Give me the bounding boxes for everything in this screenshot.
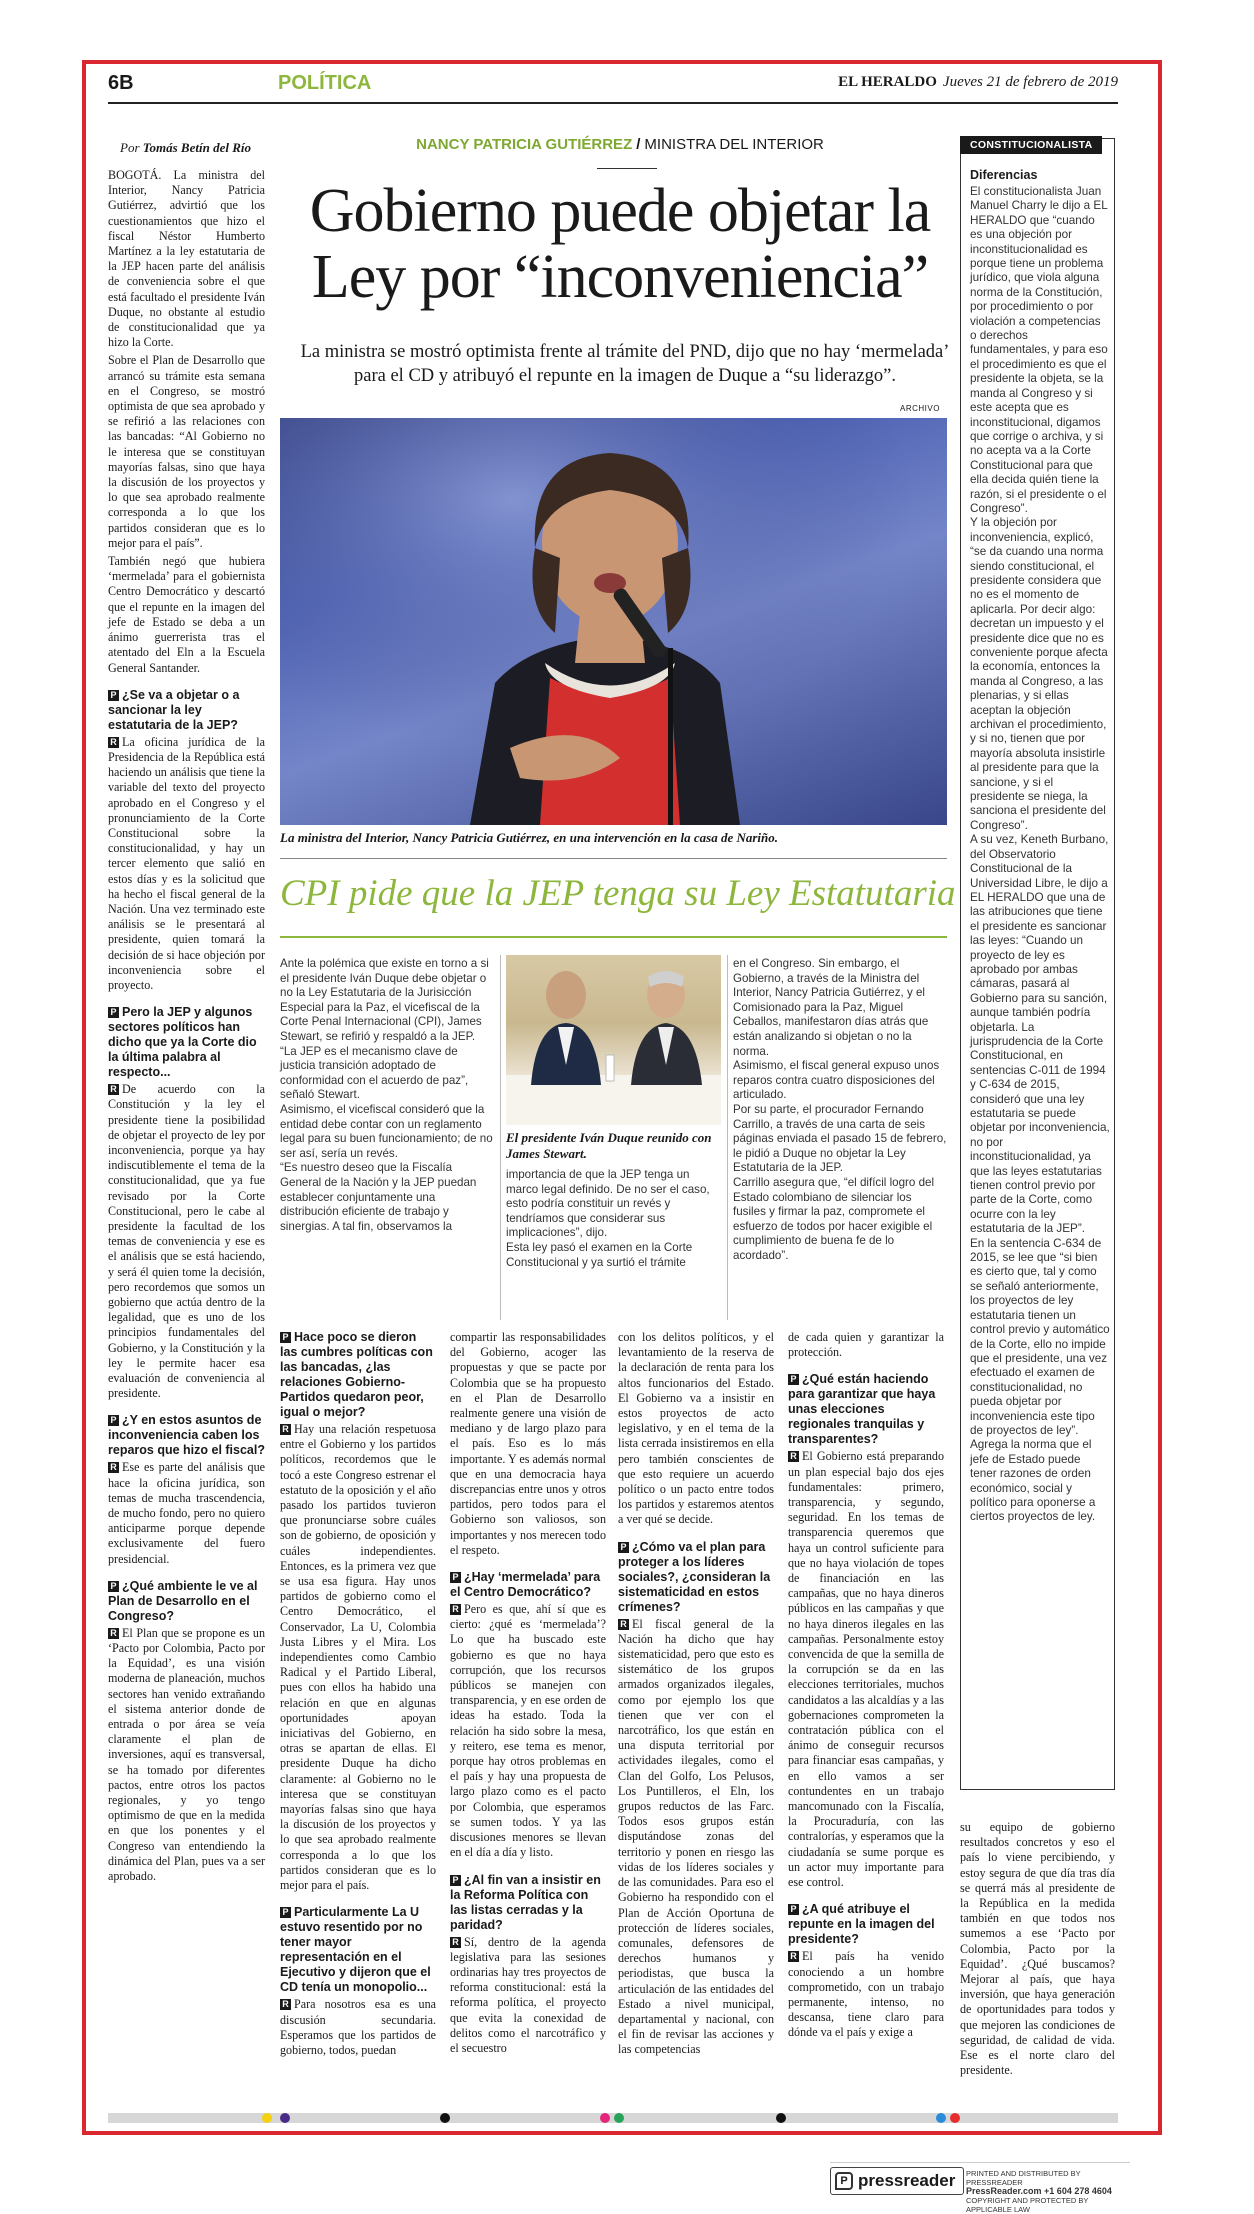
kicker: NANCY PATRICIA GUTIÉRREZ / MINISTRA DEL INTERIOR (416, 136, 824, 153)
question: P ¿Y en estos asuntos de inconveniencia caben los reparos que hizo el fiscal? (108, 1413, 265, 1458)
answer-marker: R (788, 1951, 799, 1962)
question-marker: P (450, 1875, 461, 1886)
question-marker: P (788, 1374, 799, 1385)
article-column-5 (788, 1330, 944, 2108)
paragraph: su equipo de gobierno resultados concretos y eso el país lo viene percibiendo, y estoy segura de que día tras día se querrá más al presidente de la República en la medida también en que todos nos sumemos a ese ‘Pacto por Colombia, Pacto por la Equidad’. ¿Qué buscamos? Mejorar al país, que haya inversión, que haya generación de oportunidades para todos y que mejoren las condiciones de seguridad, de calidad de vida. Ese es el norte claro del presidente. (960, 1820, 1115, 2078)
headline: Gobierno puede objetar la Ley por “inconveniencia” (309, 177, 931, 311)
paragraph: con los delitos políticos, y el levantamiento de la reserva de la declaración de renta para los altos funcionarios del Estado. El Gobierno va a insistir en estos proyectos de acto legislativo, y en el tema de la lista cerrada insistiremos en ella pero también conscientes de que esto requiere un acuerdo político o un pacto entre todos los partidos y estaremos atentos a ver qué se decide. (618, 1330, 774, 1527)
kicker-name: NANCY PATRICIA GUTIÉRREZ (416, 136, 633, 153)
question: P Hace poco se dieron las cumbres políticas con las bancadas, ¿las relaciones Gobierno-Partidos quedaron peor, igual o mejor? (280, 1330, 433, 1419)
issue-date: Jueves 21 de febrero de 2019 (942, 74, 1118, 90)
registration-dot (614, 2113, 624, 2123)
section-label: POLÍTICA (278, 72, 372, 94)
article-column-3 (450, 1330, 606, 2108)
answer-marker: R (450, 1937, 461, 1948)
question: P Particularmente La U estuvo resentido por no tener mayor representación en el Ejecutivo y dijeron que el CD tenía un monopolio... (280, 1905, 431, 1995)
registration-dot (600, 2113, 610, 2123)
photo-caption: La ministra del Interior, Nancy Patricia Gutiérrez, en una intervención en la casa de Nariño. (280, 830, 778, 845)
kicker-rule (597, 168, 657, 169)
registration-dot (262, 2113, 272, 2123)
question: P ¿Qué están haciendo para garantizar que haya unas elecciones regionales tranquilas y transparentes? (788, 1372, 936, 1447)
cpi-col-c: en el Congreso. Sin embargo, el Gobierno, a través de la Ministra del Interior, Nancy Patricia Gutiérrez, y el Comisionado para la Paz, Miguel Ceballos, manifestaron días atrás que están analizando si objetan o no la norma. Asimismo, el fiscal general expuso unos reparos contra cuatro disposiciones del articulado. Por su parte, el procurador Fernando Carrillo, a través de una carta de seis páginas enviada el pasado 15 de febrero, le pidió a Duque no objetar la Ley Estatutaria de la JEP. Carrillo asegura que, “el difícil logro del Estado colombiano de silenciar los fusiles y firmar la paz, compromete el esfuerzo de todos por hacer exigible el cumplimiento de buena fe de lo acordado”. (733, 957, 947, 1262)
meeting-illustration (506, 955, 721, 1125)
question: P ¿Al fin van a insistir en la Reforma Política con las listas cerradas y la paridad? (450, 1872, 601, 1932)
cpi-column-rule (727, 955, 728, 1320)
answer: R Sí, dentro de la agenda legislativa para las sesiones ordinarias hay tres proyectos de reforma constitucional: está la reforma política, el proyecto que evita la conexidad de delitos como el narcotráfico y el secuestro (450, 1934, 606, 2055)
paragraph: También negó que hubiera ‘mermelada’ para el gobiernista Centro Democrático y descartó que el repunte en la imagen del jefe de Estado se deba a un ánimo guerrerista tras el atentado del Eln a la Escuela General Santander. (108, 554, 265, 675)
page-header (108, 72, 1118, 98)
question: P ¿Hay ‘mermelada’ para el Centro Democrático? (450, 1570, 601, 1600)
answer: R El Plan que se propone es un ‘Pacto por Colombia, Pacto por la Equidad’, es una visión moderna de planeación, muchos sectores han venido extrañando el sistema anterior donde de entrada o por área se veía claramente el plan de inversiones, aquí es transversal, se ha tomado por diferentes pactos, entre otros los pactos regionales, y yo tengo optimismo de que en la medida en que los ponentes y el Congreso van entendiendo la dinámica del Plan, pues va a ser aprobado. (108, 1625, 265, 1884)
sidebar-tag: CONSTITUCIONALISTA (960, 136, 1102, 154)
cpi-col-a: Ante la polémica que existe en torno a si el presidente Iván Duque debe objetar o no la Ley Estatutaria de la Jurisicción Especial para la Paz, el vicefiscal de la Corte Penal Internacional (CPI), James Stewart, se refirió y respaldó a la JEP. “La JEP es el mecanismo clave de justicia transición adoptado de conformidad con el acuerdo de paz”, señaló Stewart. Asimismo, el vicefiscal consideró que la entidad debe contar con un reglamento legal para su buen funcionamiento; de no ser así, sería un revés. “Es nuestro deseo que la Fiscalía General de la Nación y la JEP puedan establecer conjuntamente una distribución eficiente de trabajo y sinergias. A tal fin, observamos la (280, 957, 493, 1233)
question-marker: P (108, 690, 119, 701)
cpi-column-rule (500, 955, 501, 1320)
question-marker: P (618, 1542, 629, 1553)
question: P ¿Cómo va el plan para proteger a los líderes sociales?, ¿consideran la sistematicidad en estos crímenes? (618, 1539, 771, 1614)
paragraph: Sobre el Plan de Desarrollo que arrancó su trámite esta semana en el Congreso, se mostró optimista de que sea aprobado y se refirió a las relaciones con las bancadas: “Al Gobierno no le interesa que se constituyan mayorías falsas, sino que haya la discusión de los proyectos y lo que sea aprobado realmente corresponda a lo que los partidos consideran que es lo mejor para el país”. (108, 353, 265, 550)
paragraph: BOGOTÁ. La ministra del Interior, Nancy Patricia Gutiérrez, advirtió que los cuestionamientos que hizo el fiscal Néstor Humberto Martínez a la ley estatutaria de la JEP hacen parte del análisis de conveniencia sobre el que está facultado el presidente Iván Duque, no obstante al estudio de constitucionalidad que ya hizo la Corte. (108, 168, 265, 350)
question: P Pero la JEP y algunos sectores políticos han dicho que ya la Corte dio la última palabra al respecto... (108, 1005, 257, 1080)
answer-marker: R (108, 1462, 119, 1473)
article-column-4 (618, 1330, 774, 2108)
subhead: La ministra se mostró optimista frente al trámite del PND, dijo que no hay ‘mermelada’ para el CD y atribuyó el repunte en la imagen de Duque a “su liderazgo”. (300, 342, 950, 386)
answer: R La oficina jurídica de la Presidencia de la República está haciendo un análisis que tiene la variable del texto del proyecto aprobado en el Congreso y el pronunciamiento de la Corte Constitucional sobre la constitucionalidad, y hay un tercer elemento que salió en estos días y es la solicitud que ha hecho el fiscal general de la Nación. Una vez terminado este análisis se le presentará al presidente, quien tomará la decisión de si hace objeción por inconveniencia sobre el proyecto. (108, 734, 265, 992)
pressreader-footer (830, 2162, 1130, 2214)
cpi-photo-caption: El presidente Iván Duque reunido con James Stewart. (506, 1130, 712, 1161)
minister-illustration (280, 418, 947, 825)
answer: R Pero es que, ahí sí que es cierto: ¿qué es ‘mermelada’? Lo que ha buscado este gobierno es que no haya corrupción, que los recursos públicos se manejen con transparencia, y en ese orden de ideas ha estado. Toda la relación ha sido sobre la mesa, y reitero, ese tema es menor, porque hay otros problemas en el país y hay una propuesta de largo plazo como es el pacto por Colombia, que esperamos se sumen todos. Y ya las discusiones menores se llevan en el día a día y listo. (450, 1602, 606, 1860)
registration-dot (776, 2113, 786, 2123)
question-marker: P (280, 1907, 291, 1918)
answer-marker: R (618, 1619, 629, 1630)
photo-credit: ARCHIVO (900, 404, 940, 413)
answer: R El Gobierno está preparando un plan especial bajo dos ejes fundamentales: primero, transparencia, y segundo, seguridad. En los temas de transparencia queremos que haya un control suficiente para que no haya violación de topes de financiación en las campañas, que no haya dineros públicos en las campañas y que no haya dineros ilegales en las campañas. Personalmente estoy convencida de que la semilla de la corrupción se da en las elecciones territoriales, muchos candidatos a las alcaldías y a las gobernaciones comprometen la contratación pública con el ánimo de conseguir recursos para financiar esas campañas, y en ello vamos a ser contundentes en un trabajo mancomunado con la Fiscalía, la Procuraduría, con las contralorías, y esperamos que la ciudadanía se sume porque es un actor muy importante para ese control. (788, 1449, 944, 1890)
cpi-col-b: importancia de que la JEP tenga un marco legal definido. De no ser el caso, esto podría constituir un revés y tendríamos que considerar sus implicaciones”, dijo. Esta ley pasó el examen en la Corte Constitucional y ya surtió el trámite (506, 1168, 710, 1269)
answer: R De acuerdo con la Constitución y la ley el presidente tiene la posibilidad de objetar el proyecto de ley por inconveniencia, porque ya hay indiscutiblemente el tema de la constitucionalidad, que ya fue revisado por la Corte Constitucional, pero le cabe al presidente la facultad de los temas de conveniencia y ese es el análisis que se está haciendo, y será él quien tome la decisión, pero recordemos que somos un gobierno que actúa dentro de la legalidad, que es uno de los principios fundamentales del Gobierno, y la Constitución y la ley le permite hacer esa evaluación de conveniencia al presidente. (108, 1082, 265, 1401)
question-marker: P (450, 1572, 461, 1583)
article-column-1 (108, 168, 265, 2106)
byline: Por Tomás Betín del Río (120, 140, 251, 155)
question-marker: P (108, 1581, 119, 1592)
byline-author: Tomás Betín del Río (142, 140, 251, 155)
question-marker: P (788, 1904, 799, 1915)
question-marker: P (280, 1332, 291, 1343)
article-column-2 (280, 1318, 436, 2108)
question-marker: P (108, 1007, 119, 1018)
answer-marker: R (280, 1999, 291, 2010)
cpi-photo (506, 955, 721, 1125)
caption-rule (280, 858, 947, 859)
answer: R El país ha venido conociendo a un hombre comprometido, con un trabajo permanente, intenso, no descansa, tiene claro para dónde va el país y exige a (788, 1949, 944, 2040)
color-registration-bar (108, 2113, 1118, 2123)
cpi-title: CPI pide que la JEP tenga su Ley Estatutaria (280, 873, 956, 914)
answer-marker: R (788, 1451, 799, 1462)
article-column-6 (960, 1820, 1115, 2108)
paragraph: de cada quien y garantizar la protección. (788, 1330, 944, 1360)
page-number: 6B (108, 72, 134, 94)
answer: R Hay una relación respetuosa entre el Gobierno y los partidos políticos, recordemos que le tocó a este Congreso estrenar el estatuto de la oposición y el año pasado los partidos tuvieron que pronunciarse sobre cuáles son de gobierno, de oposición y cuáles independientes. Entonces, es la primera vez que se usa esa figura. Hay unos partidos de gobierno como el Centro Democrático, el Conservador, La U, Colombia Justa Libres y el Mira. Los independientes como Cambio Radical y el Partido Liberal, pues con ellos ha habido una relación en que en algunas oportunidades apoyan iniciativas del Gobierno, en otras se apartan de ellas. El presidente Duque ha dicho claramente: al Gobierno no le interesa que se constituyan mayorías falsas sino que haya la discusión de los proyectos y lo que sea aprobado realmente corresponda a lo que los partidos consideran que es lo mejor para el país. (280, 1422, 436, 1893)
question: P ¿Qué ambiente le ve al Plan de Desarrollo en el Congreso? (108, 1578, 258, 1623)
pressreader-icon: P (835, 2172, 853, 2190)
answer-marker: R (280, 1424, 291, 1435)
newspaper-name: EL HERALDO (838, 74, 937, 90)
paragraph: compartir las responsabilidades del Gobierno, acoger las propuestas y que se pacte por Colombia que se ha propuesto en el Plan de Desarrollo realmente genere una visión de mediano y de largo plazo para el país. Eso es lo más importante. Y es además normal que en una democracia haya discrepancias entre unos y otros partidos, pero todos para el Gobierno son valiosos, son importantes y nos merecen todo el respeto. (450, 1330, 606, 1557)
answer: R Para nosotros esa es una discusión secundaria. Esperamos que los partidos de gobierno, todos, puedan (280, 1997, 436, 2057)
cpi-rule (280, 936, 947, 938)
question: P ¿Se va a objetar o a sancionar la ley estatutaria de la JEP? (108, 687, 240, 732)
answer-marker: R (108, 737, 119, 748)
answer-marker: R (108, 1628, 119, 1639)
registration-dot (280, 2113, 290, 2123)
registration-dot (950, 2113, 960, 2123)
header-rule (108, 102, 1118, 104)
question: P ¿A qué atribuye el repunte en la imagen del presidente? (788, 1902, 935, 1947)
answer: R Ese es parte del análisis que hace la oficina jurídica, son temas de mucha trascendencia, de mucho fondo, pero no quiero anticiparme porque depende exclusivamente del fuero presidencial. (108, 1460, 265, 1566)
main-photo (280, 418, 947, 825)
sidebar-text: El constitucionalista Juan Manuel Charry le dijo a EL HERALDO que “cuando es una objeción por inconstitucionalidad es porque tiene un problema jurídico, que viola alguna norma de la Constitución, por procedimiento o por violación a competencias o derechos fundamentales, y para eso el procedimiento es que el presidente la objeta, se la manda al Congreso y si este acepta que es inconstitucional, digamos que corrige o archiva, y si no acepta va a la Corte Constitucional para que ella decida quién tiene la razón, si el presidente o el Congreso”. Y la objeción por inconveniencia, explicó, “se da cuando una norma siendo constitucional, el presidente considera que no es el momento de aplicarla. Por decir algo: decretan un impuesto y el presidente dice que no es conveniente porque afecta la economía, entonces la manda al Congreso, a las plenarias, y si ellas aceptan la objeción archivan el procedimiento, y si no, tienen que por mayoría absoluta insistirle al presidente para que la sancione, y si el presidente se niega, la sanciona el presidente del Congreso”. A su vez, Keneth Burbano, del Observatorio Constitucional de la Universidad Libre, le dijo a EL HERALDO que una de las atribuciones que tiene el presidente es sancionar las leyes: “Cuando un proyecto de ley es aprobado por ambas cámaras, pasará al Gobierno para su sanción, aunque también podría objetarla. La jurisprudencia de la Corte Constitucional, en sentencias C-011 de 1994 y C-634 de 2015, consideró que una ley estatutaria se puede objetar por inconveniencia, no por inconstitucionalidad, ya que las leyes estatutarias tienen control previo por parte de la Corte, como ocurre con la ley estatutaria de la JEP”. En la sentencia C-634 de 2015, se lee que “si bien es cierto que, tal y como se señaló anteriormente, los proyectos de ley estatutaria tienen un control previo y automático de la Corte, ello no impide que el presidente, una vez efectuado el examen de constitucionalidad, no pueda objetar por inconveniencia este tipo de proyectos de ley”. Agrega la norma que el jefe de Estado puede tener razones de orden económico, social y político para oponerse a ciertos proyectos de ley. (970, 185, 1110, 1524)
registration-dot (440, 2113, 450, 2123)
pressreader-info: PRINTED AND DISTRIBUTED BY PRESSREADER PressReader.com +1 604 278 4604 COPYRIGHT AND PROTECTED BY APPLICABLE LAW (966, 2169, 1112, 2214)
sidebar-title: Diferencias (970, 168, 1038, 182)
kicker-role: MINISTRA DEL INTERIOR (644, 136, 824, 153)
pressreader-logo[interactable]: P pressreader (830, 2167, 964, 2195)
masthead (838, 74, 1118, 91)
question-marker: P (108, 1415, 119, 1426)
answer-marker: R (108, 1084, 119, 1095)
answer: R El fiscal general de la Nación ha dicho que hay sistematicidad, pero que esto es sistemático de los grupos armados organizados ilegales, como por ejemplo los que tienen que ver con el narcotráfico, los que están en una disputa territorial por actividades ilegales, como el Clan del Golfo, Los Pelusos, Los Puntilleros, el Eln, los grupos reductos de las Farc. Todos esos grupos están disputándose zonas del territorio y ponen en riesgo las vidas de los líderes sociales y de las comunidades. Para eso el Gobierno ha respondido con el Plan de Acción Oportuna de protección de líderes sociales, comunales, defensores de derechos humanos y periodistas, que busca la articulación de las entidades del Estado a nivel municipal, departamental y nacional, con el fin de revisar las acciones y las competencias (618, 1616, 774, 2057)
answer-marker: R (450, 1604, 461, 1615)
registration-dot (936, 2113, 946, 2123)
